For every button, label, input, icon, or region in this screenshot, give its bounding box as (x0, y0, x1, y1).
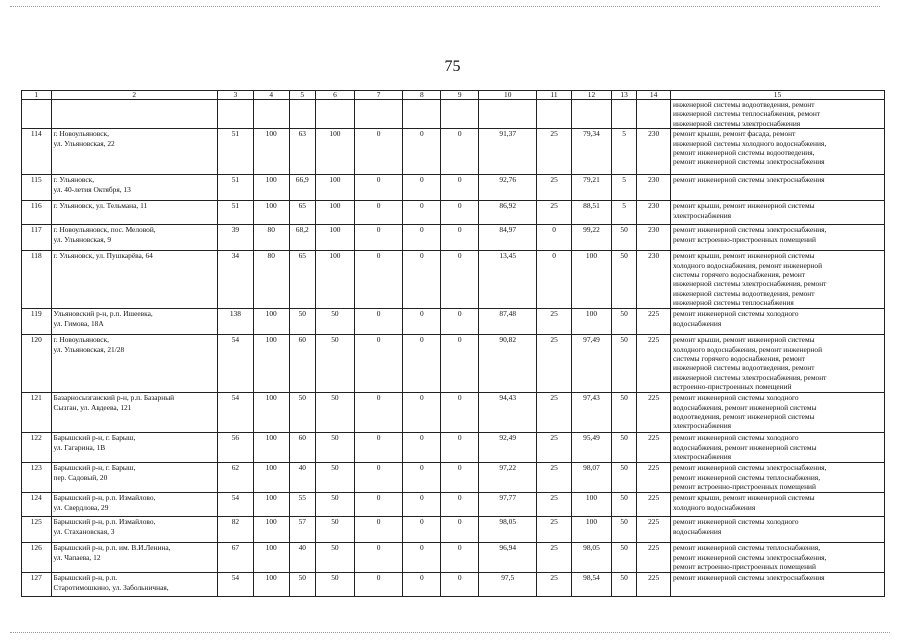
address-cell (51, 251, 217, 309)
value-cell-v14: 225 (637, 433, 671, 463)
header-cell-7: 7 (354, 91, 402, 100)
value-cell-v5: 40 (289, 543, 315, 573)
work-description-cell: ремонт крыши, ремонт инженерной системы электроснабжения (670, 201, 884, 225)
value-cell-v14: 230 (637, 201, 671, 225)
value-cell-v8: 0 (403, 393, 441, 433)
value-cell-v4: 100 (253, 463, 289, 493)
value-cell-v7: 0 (354, 517, 402, 543)
value-cell-v5: 65 (289, 201, 315, 225)
value-cell-v7: 0 (354, 225, 402, 251)
value-cell-v6: 50 (315, 309, 354, 335)
address-line: г. Новоульяновск, (53, 335, 109, 345)
value-cell-v4: 100 (253, 517, 289, 543)
row-number-cell: 117 (22, 225, 52, 251)
value-cell-v8: 0 (403, 573, 441, 597)
table-row (22, 393, 885, 433)
work-description-cell: ремонт крыши, ремонт инженерной системы холодного водоснабжения, ремонт инженерной системы горячего водоснабжения, ремонт инженерной системы водоотведения, ремонт инженерной системы электроснабжения, ремонт встроенно-пристроенных помещений (670, 335, 884, 393)
value-cell-v8: 0 (403, 517, 441, 543)
value-cell-v3: 82 (217, 517, 253, 543)
address-line: Барышский р-н, р.п. им. В.И.Ленина, (53, 543, 171, 553)
address-line: ул. Гагарина, 1В (53, 442, 106, 452)
value-cell-v11: 0 (537, 251, 572, 309)
value-cell-v12: 98,07 (571, 463, 611, 493)
value-cell-v11: 25 (537, 309, 572, 335)
value-cell-v14: 225 (637, 573, 671, 597)
value-cell-v13: 5 (611, 201, 636, 225)
value-cell-v5: 50 (289, 309, 315, 335)
value-cell-v7: 0 (354, 309, 402, 335)
value-cell-v7: 0 (354, 463, 402, 493)
value-cell-v10: 97,5 (479, 573, 537, 597)
value-cell-v8: 0 (403, 493, 441, 517)
address-line: ул. Ульяновская, 22 (53, 138, 115, 148)
address-cell (51, 463, 217, 493)
address-line: Барышский р-н, р.п. (53, 573, 118, 583)
address-line: Барышский р-н, р.п. Измайлово, (53, 517, 156, 527)
value-cell-v8: 0 (403, 463, 441, 493)
value-cell-v4: 100 (253, 433, 289, 463)
row-number-cell: 121 (22, 393, 52, 433)
value-cell-v10: 13,45 (479, 251, 537, 309)
value-cell-v8: 0 (403, 251, 441, 309)
value-cell-v11: 25 (537, 543, 572, 573)
value-cell-v13: 50 (611, 251, 636, 309)
value-cell-v4: 100 (253, 175, 289, 201)
value-cell-v4: 100 (253, 129, 289, 175)
address-cell (51, 573, 217, 597)
value-cell-v3: 62 (217, 463, 253, 493)
header-cell-15: 15 (670, 91, 884, 100)
value-cell-v10: 98,05 (479, 517, 537, 543)
value-cell-v11: 25 (537, 175, 572, 201)
value-cell-v7: 0 (354, 175, 402, 201)
value-cell-v10: 94,43 (479, 393, 537, 433)
value-cell-v9: 0 (441, 517, 479, 543)
value-cell-v3: 56 (217, 433, 253, 463)
row-number-cell: 118 (22, 251, 52, 309)
work-description-cell: ремонт инженерной системы холодного водоснабжения, ремонт инженерной системы водоотведения, ремонт инженерной системы электроснабжения (670, 393, 884, 433)
row-number-cell: 123 (22, 463, 52, 493)
value-cell-v7: 0 (354, 335, 402, 393)
value-cell-v11: 25 (537, 573, 572, 597)
address-line: Барышский р-н, г. Барыш, (53, 433, 136, 443)
value-cell-v11: 25 (537, 393, 572, 433)
value-cell-v9: 0 (441, 175, 479, 201)
value-cell-v5: 57 (289, 517, 315, 543)
value-cell-v9: 0 (441, 543, 479, 573)
table-row (22, 225, 885, 251)
value-cell-v6: 50 (315, 543, 354, 573)
value-cell-v5: 68,2 (289, 225, 315, 251)
address-line: ул. Свердлова, 29 (53, 502, 109, 512)
value-cell-v4: 80 (253, 225, 289, 251)
row-number-cell: 120 (22, 335, 52, 393)
address-line: ул. 40-летия Октября, 13 (53, 184, 131, 194)
address-line: Барышский р-н, р.п. Измайлово, (53, 493, 156, 503)
header-cell-9: 9 (441, 91, 479, 100)
address-line: ул. Чапаева, 12 (53, 552, 101, 562)
value-cell-v13: 50 (611, 517, 636, 543)
continuation-work-cell: инженерной системы водоотведения, ремонт инженерной системы теплоснабжения, ремонт инженерной системы электроснабжения (670, 100, 884, 129)
value-cell-v11: 25 (537, 493, 572, 517)
value-cell-v3: 54 (217, 335, 253, 393)
value-cell-v9: 0 (441, 129, 479, 175)
value-cell-v3: 51 (217, 201, 253, 225)
value-cell-v11: 25 (537, 129, 572, 175)
value-cell-v12: 97,43 (571, 393, 611, 433)
table-row (22, 201, 885, 225)
page-number: 75 (444, 58, 461, 75)
work-description-cell: ремонт крыши, ремонт инженерной системы холодного водоснабжения, ремонт инженерной системы горячего водоснабжения, ремонт инженерной системы электроснабжения, ремонт инженерной системы водоотведения, ремонт инженерной системы теплоснабжения (670, 251, 884, 309)
address-line: Ульяновский р-н, р.п. Ишеевка, (53, 309, 153, 319)
value-cell-v5: 55 (289, 493, 315, 517)
value-cell-v6: 50 (315, 517, 354, 543)
value-cell-v9: 0 (441, 573, 479, 597)
value-cell-v10: 92,76 (479, 175, 537, 201)
work-description-cell: ремонт инженерной системы холодного водоснабжения (670, 309, 884, 335)
value-cell-v13: 50 (611, 335, 636, 393)
value-cell-v10: 84,97 (479, 225, 537, 251)
value-cell-v13: 5 (611, 175, 636, 201)
row-number-cell: 114 (22, 129, 52, 175)
address-line: г. Новоульяновск, (53, 129, 109, 139)
value-cell-v9: 0 (441, 433, 479, 463)
value-cell-v9: 0 (441, 201, 479, 225)
work-description-cell: ремонт инженерной системы теплоснабжения, ремонт инженерной системы электроснабжения, ремонт встроенно-пристроенных помещений (670, 543, 884, 573)
value-cell-v11: 25 (537, 433, 572, 463)
value-cell-v9: 0 (441, 335, 479, 393)
value-cell-v14: 230 (637, 225, 671, 251)
value-cell-v13: 50 (611, 543, 636, 573)
value-cell-v14: 225 (637, 309, 671, 335)
header-cell-13: 13 (611, 91, 636, 100)
value-cell-v6: 50 (315, 493, 354, 517)
value-cell-v13: 50 (611, 463, 636, 493)
value-cell-v3: 51 (217, 175, 253, 201)
address-line: ул. Гимова, 18А (53, 318, 104, 328)
row-number-cell: 127 (22, 573, 52, 597)
address-cell (51, 517, 217, 543)
row-number-cell: 125 (22, 517, 52, 543)
value-cell-v3: 54 (217, 493, 253, 517)
value-cell-v10: 90,82 (479, 335, 537, 393)
value-cell-v9: 0 (441, 309, 479, 335)
value-cell-v5: 60 (289, 433, 315, 463)
value-cell-v13: 5 (611, 129, 636, 175)
value-cell-v12: 100 (571, 251, 611, 309)
address-line: пер. Садовый, 20 (53, 472, 108, 482)
value-cell-v7: 0 (354, 393, 402, 433)
work-description-cell: ремонт инженерной системы электроснабжения, ремонт встроенно-пристроенных помещений (670, 225, 884, 251)
value-cell-v13: 50 (611, 309, 636, 335)
value-cell-v6: 100 (315, 225, 354, 251)
address-cell (51, 433, 217, 463)
value-cell-v4: 100 (253, 309, 289, 335)
value-cell-v10: 97,22 (479, 463, 537, 493)
value-cell-v7: 0 (354, 573, 402, 597)
table-row (22, 573, 885, 597)
value-cell-v3: 34 (217, 251, 253, 309)
address-cell (51, 201, 217, 225)
value-cell-v14: 230 (637, 129, 671, 175)
value-cell-v3: 54 (217, 573, 253, 597)
header-cell-8: 8 (403, 91, 441, 100)
value-cell-v4: 100 (253, 543, 289, 573)
table-row (22, 175, 885, 201)
value-cell-v9: 0 (441, 463, 479, 493)
value-cell-v8: 0 (403, 335, 441, 393)
value-cell-v7: 0 (354, 543, 402, 573)
value-cell-v12: 100 (571, 517, 611, 543)
address-cell (51, 493, 217, 517)
value-cell-v8: 0 (403, 309, 441, 335)
row-number-cell: 126 (22, 543, 52, 573)
address-line: ул. Стахановская, 3 (53, 526, 115, 536)
address-line: Старотимошкино, ул. Забольничная, (53, 582, 169, 592)
value-cell-v10: 86,92 (479, 201, 537, 225)
value-cell-v14: 225 (637, 517, 671, 543)
value-cell-v5: 60 (289, 335, 315, 393)
address-line: Сызган, ул. Авдеева, 121 (53, 402, 132, 412)
address-cell (51, 225, 217, 251)
address-cell (51, 129, 217, 175)
address-line: Базарносызганский р-н, р.п. Базарный (53, 393, 175, 403)
value-cell-v8: 0 (403, 225, 441, 251)
value-cell-v10: 91,37 (479, 129, 537, 175)
address-cell (51, 175, 217, 201)
value-cell-v14: 225 (637, 493, 671, 517)
row-number-cell: 116 (22, 201, 52, 225)
value-cell-v8: 0 (403, 201, 441, 225)
value-cell-v12: 99,22 (571, 225, 611, 251)
header-row (22, 91, 885, 100)
work-description-cell: ремонт инженерной системы электроснабжения (670, 175, 884, 201)
header-cell-5: 5 (289, 91, 315, 100)
value-cell-v9: 0 (441, 225, 479, 251)
address-line: Барышский р-н, г. Барыш, (53, 463, 136, 473)
header-cell-10: 10 (479, 91, 537, 100)
value-cell-v6: 50 (315, 463, 354, 493)
table-row (22, 493, 885, 517)
value-cell-v8: 0 (403, 129, 441, 175)
value-cell-v14: 225 (637, 393, 671, 433)
value-cell-v13: 50 (611, 225, 636, 251)
header-cell-11: 11 (537, 91, 572, 100)
value-cell-v4: 100 (253, 201, 289, 225)
value-cell-v3: 54 (217, 393, 253, 433)
work-description-cell: ремонт инженерной системы холодного водоснабжения, ремонт инженерной системы электроснабжения (670, 433, 884, 463)
address-cell (51, 393, 217, 433)
value-cell-v12: 79,34 (571, 129, 611, 175)
value-cell-v12: 100 (571, 309, 611, 335)
address-line: г. Ульяновск, (53, 175, 95, 185)
value-cell-v13: 50 (611, 433, 636, 463)
value-cell-v4: 100 (253, 393, 289, 433)
table-row (22, 251, 885, 309)
value-cell-v12: 95,49 (571, 433, 611, 463)
value-cell-v7: 0 (354, 433, 402, 463)
work-description-cell: ремонт инженерной системы электроснабжения (670, 573, 884, 597)
table-row (22, 433, 885, 463)
value-cell-v6: 100 (315, 175, 354, 201)
value-cell-v8: 0 (403, 175, 441, 201)
address-line: ул. Ульяновская, 21/28 (53, 344, 125, 354)
value-cell-v10: 87,48 (479, 309, 537, 335)
value-cell-v3: 39 (217, 225, 253, 251)
address-cell (51, 543, 217, 573)
value-cell-v6: 50 (315, 433, 354, 463)
value-cell-v8: 0 (403, 543, 441, 573)
address-cell (51, 335, 217, 393)
scan-top-edge (10, 6, 880, 8)
value-cell-v12: 98,54 (571, 573, 611, 597)
value-cell-v12: 88,51 (571, 201, 611, 225)
value-cell-v7: 0 (354, 201, 402, 225)
value-cell-v3: 138 (217, 309, 253, 335)
value-cell-v4: 100 (253, 335, 289, 393)
scan-bottom-edge (10, 632, 890, 634)
table-row (22, 517, 885, 543)
address-line: г. Ульяновск, ул. Пушкарёва, 64 (53, 251, 153, 261)
value-cell-v13: 50 (611, 493, 636, 517)
header-cell-2: 2 (51, 91, 217, 100)
value-cell-v6: 100 (315, 251, 354, 309)
header-cell-12: 12 (571, 91, 611, 100)
value-cell-v14: 225 (637, 463, 671, 493)
header-cell-6: 6 (315, 91, 354, 100)
value-cell-v9: 0 (441, 493, 479, 517)
value-cell-v11: 25 (537, 517, 572, 543)
value-cell-v7: 0 (354, 493, 402, 517)
value-cell-v6: 50 (315, 393, 354, 433)
header-cell-14: 14 (637, 91, 671, 100)
value-cell-v10: 97,77 (479, 493, 537, 517)
table-row (22, 335, 885, 393)
value-cell-v13: 50 (611, 393, 636, 433)
value-cell-v7: 0 (354, 129, 402, 175)
value-cell-v14: 230 (637, 251, 671, 309)
table-row (22, 309, 885, 335)
value-cell-v6: 50 (315, 573, 354, 597)
value-cell-v4: 100 (253, 493, 289, 517)
value-cell-v9: 0 (441, 251, 479, 309)
address-line: ул. Ульяновская, 9 (53, 234, 112, 244)
row-number-cell: 122 (22, 433, 52, 463)
value-cell-v5: 65 (289, 251, 315, 309)
row-number-cell: 115 (22, 175, 52, 201)
value-cell-v5: 66,9 (289, 175, 315, 201)
value-cell-v5: 40 (289, 463, 315, 493)
value-cell-v3: 67 (217, 543, 253, 573)
header-cell-1: 1 (22, 91, 52, 100)
value-cell-v6: 50 (315, 335, 354, 393)
value-cell-v5: 63 (289, 129, 315, 175)
work-description-cell: ремонт крыши, ремонт инженерной системы холодного водоснабжения (670, 493, 884, 517)
value-cell-v12: 98,05 (571, 543, 611, 573)
value-cell-v14: 230 (637, 175, 671, 201)
value-cell-v13: 50 (611, 573, 636, 597)
value-cell-v7: 0 (354, 251, 402, 309)
address-line: г. Ульяновск, ул. Тельмана, 11 (53, 201, 148, 211)
value-cell-v14: 225 (637, 335, 671, 393)
work-description-cell: ремонт крыши, ремонт фасада, ремонт инженерной системы холодного водоснабжения, ремонт инженерной системы водоотведения, ремонт инженерной системы электроснабжения (670, 129, 884, 175)
work-description-cell: ремонт инженерной системы холодного водоснабжения (670, 517, 884, 543)
value-cell-v11: 25 (537, 201, 572, 225)
value-cell-v12: 100 (571, 493, 611, 517)
header-cell-4: 4 (253, 91, 289, 100)
value-cell-v11: 25 (537, 463, 572, 493)
value-cell-v5: 50 (289, 393, 315, 433)
table-row (22, 129, 885, 175)
work-description-cell: ремонт инженерной системы электроснабжения, ремонт инженерной системы теплоснабжения, ремонт встроенно-пристроенных помещений (670, 463, 884, 493)
continuation-row (22, 100, 885, 129)
table-row (22, 543, 885, 573)
value-cell-v10: 96,94 (479, 543, 537, 573)
value-cell-v12: 79,21 (571, 175, 611, 201)
value-cell-v5: 50 (289, 573, 315, 597)
address-cell (51, 309, 217, 335)
value-cell-v8: 0 (403, 433, 441, 463)
value-cell-v14: 225 (637, 543, 671, 573)
repair-table (21, 90, 885, 597)
table-row (22, 463, 885, 493)
value-cell-v9: 0 (441, 393, 479, 433)
value-cell-v6: 100 (315, 129, 354, 175)
value-cell-v6: 100 (315, 201, 354, 225)
value-cell-v11: 0 (537, 225, 572, 251)
row-number-cell: 124 (22, 493, 52, 517)
value-cell-v3: 51 (217, 129, 253, 175)
header-cell-3: 3 (217, 91, 253, 100)
value-cell-v12: 97,49 (571, 335, 611, 393)
address-line: г. Новоульяновск, пос. Меловой, (53, 225, 156, 235)
row-number-cell: 119 (22, 309, 52, 335)
value-cell-v4: 100 (253, 573, 289, 597)
value-cell-v10: 92,49 (479, 433, 537, 463)
value-cell-v4: 80 (253, 251, 289, 309)
value-cell-v11: 25 (537, 335, 572, 393)
